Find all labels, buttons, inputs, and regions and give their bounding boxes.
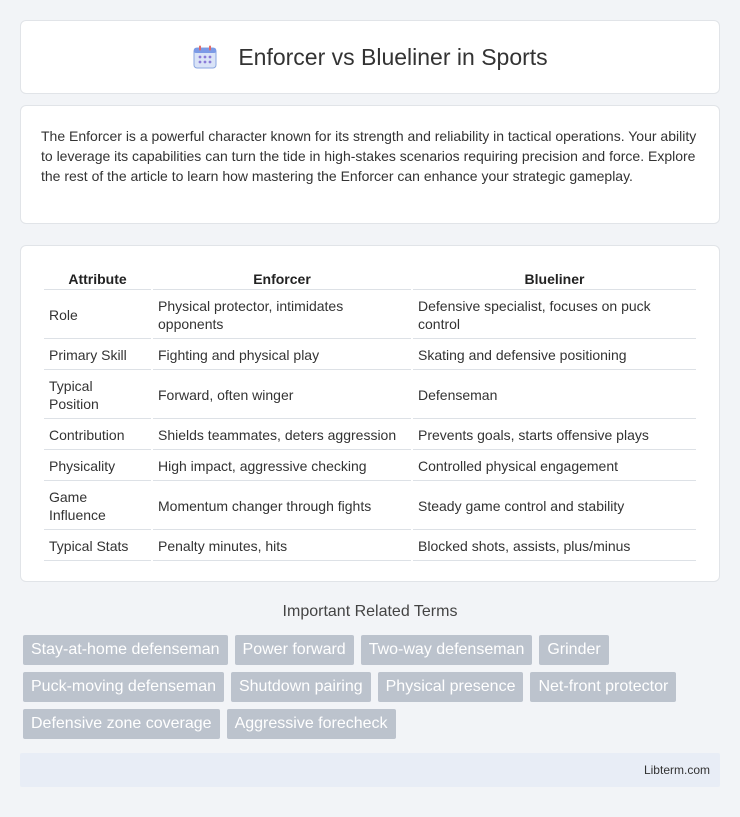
table-cell: Momentum changer through fights — [153, 483, 411, 530]
table-cell: Prevents goals, starts offensive plays — [413, 421, 696, 450]
term-tag[interactable]: Shutdown pairing — [231, 672, 371, 702]
table-cell: Contribution — [44, 421, 151, 450]
comparison-table — [42, 266, 698, 563]
table-cell: Primary Skill — [44, 341, 151, 370]
table-cell: Fighting and physical play — [153, 341, 411, 370]
table-row — [44, 421, 696, 450]
table-header-row — [44, 268, 696, 290]
term-tag[interactable]: Power forward — [235, 635, 354, 665]
header-blueliner: Blueliner — [413, 268, 696, 290]
table-cell: High impact, aggressive checking — [153, 452, 411, 481]
table-cell: Typical Position — [44, 372, 151, 419]
table-cell: Penalty minutes, hits — [153, 532, 411, 561]
header-card — [20, 20, 720, 94]
table-cell: Skating and defensive positioning — [413, 341, 696, 370]
table-row — [44, 372, 696, 419]
term-tag[interactable]: Puck-moving defenseman — [23, 672, 224, 702]
table-row — [44, 532, 696, 561]
table-cell: Game Influence — [44, 483, 151, 530]
table-row — [44, 292, 696, 339]
table-row — [44, 483, 696, 530]
table-cell: Controlled physical engagement — [413, 452, 696, 481]
footer-link[interactable]: Libterm.com — [643, 763, 710, 777]
table-cell: Forward, often winger — [153, 372, 411, 419]
header-attribute: Attribute — [44, 268, 151, 290]
table-cell: Blocked shots, assists, plus/minus — [413, 532, 696, 561]
table-cell: Steady game control and stability — [413, 483, 696, 530]
term-tag[interactable]: Two-way defenseman — [361, 635, 533, 665]
term-tag[interactable]: Stay-at-home defenseman — [23, 635, 228, 665]
intro-card — [20, 105, 720, 224]
term-tag[interactable]: Grinder — [539, 635, 608, 665]
table-row — [44, 452, 696, 481]
table-cell: Role — [44, 292, 151, 339]
table-cell: Physical protector, intimidates opponents — [153, 292, 411, 339]
footer — [20, 753, 720, 787]
table-row — [44, 341, 696, 370]
table-cell: Physicality — [44, 452, 151, 481]
calendar-icon — [192, 44, 218, 70]
term-tag[interactable]: Net-front protector — [530, 672, 676, 702]
table-cell: Typical Stats — [44, 532, 151, 561]
table-cell: Defenseman — [413, 372, 696, 419]
related-terms-title: Important Related Terms — [282, 603, 458, 620]
comparison-card — [20, 245, 720, 582]
term-tag[interactable]: Physical presence — [378, 672, 524, 702]
intro-text: The Enforcer is a powerful character known for its strength and reliability in tactical operations. Your ability to leverage its capabilities can turn the tide in high-stakes scenarios requiring precision and force. Explore the rest of the article to learn how mastering the Enforcer can enhance your strategic gameplay. — [41, 128, 697, 184]
term-tag[interactable]: Defensive zone coverage — [23, 709, 220, 739]
table-cell: Shields teammates, deters aggression — [153, 421, 411, 450]
term-tag[interactable]: Aggressive forecheck — [227, 709, 396, 739]
header-enforcer: Enforcer — [153, 268, 411, 290]
table-cell: Defensive specialist, focuses on puck control — [413, 292, 696, 339]
page-title: Enforcer vs Blueliner in Sports — [238, 43, 548, 70]
related-terms-list — [23, 635, 723, 739]
